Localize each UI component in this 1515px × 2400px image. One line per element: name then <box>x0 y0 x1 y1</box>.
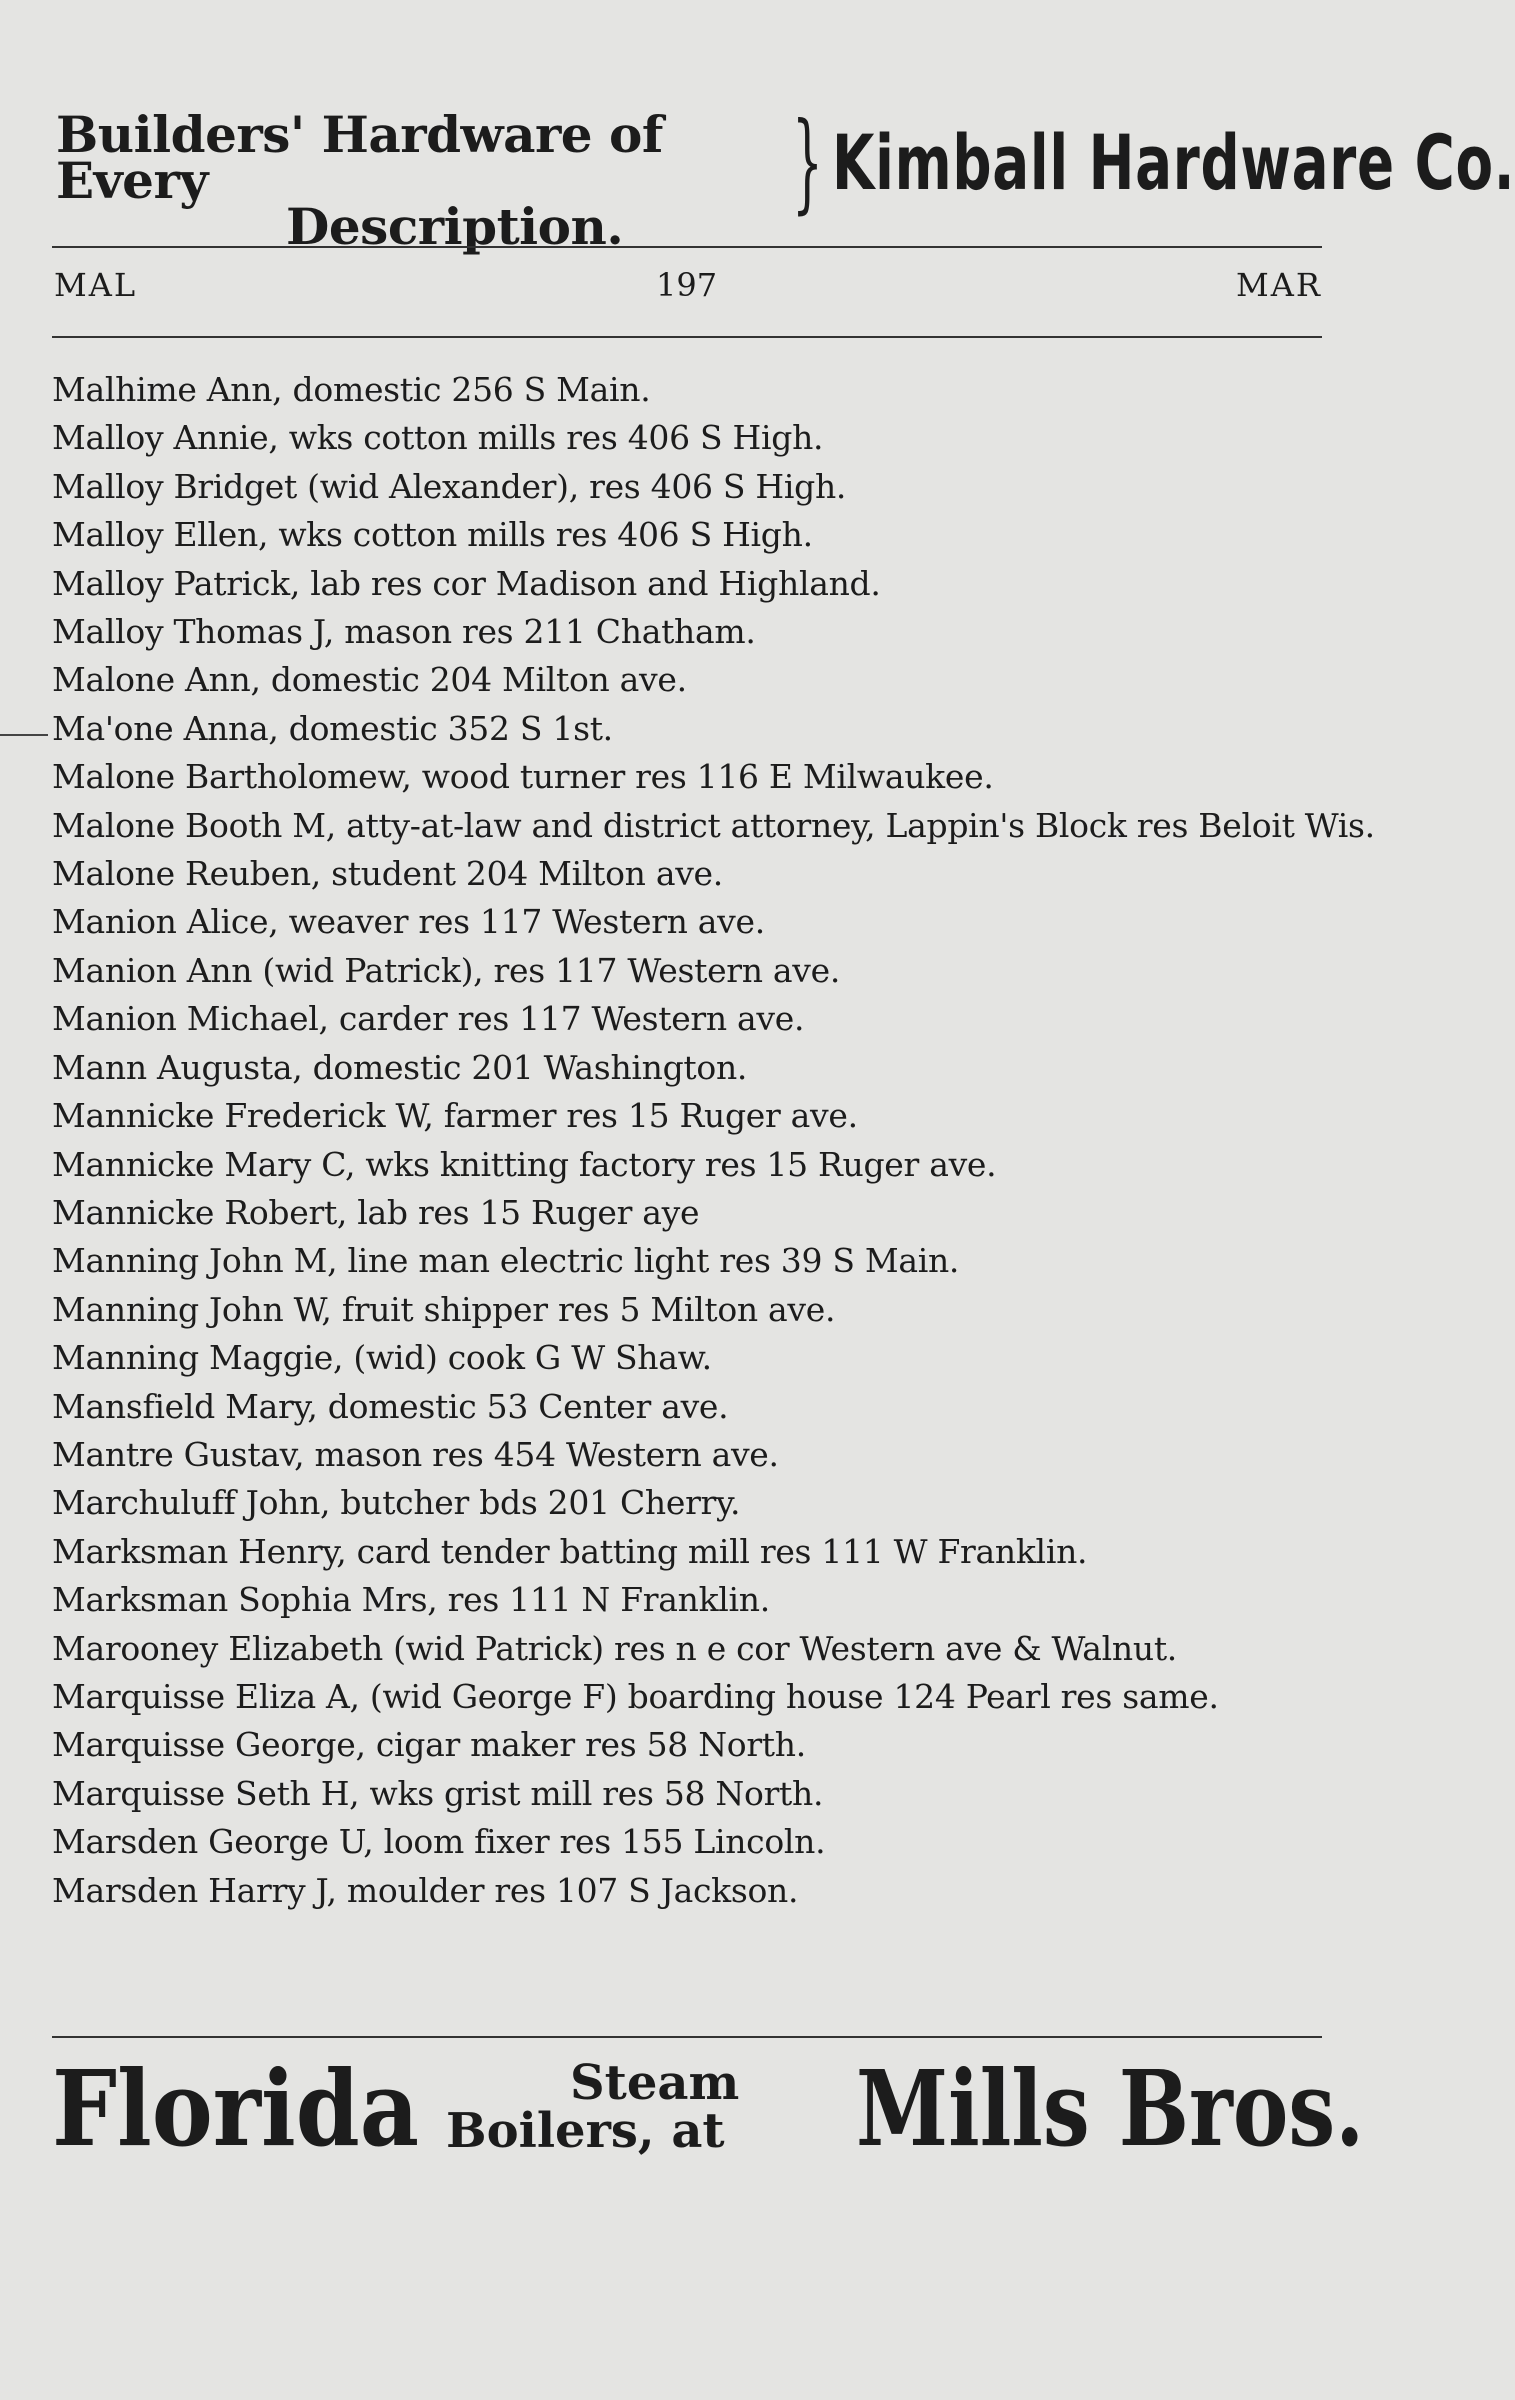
list-item: Marchuluff John, butcher bds 201 Cherry. <box>52 1483 741 1523</box>
list-item: Malone Bartholomew, wood turner res 116 E Milwaukee. <box>52 757 994 797</box>
list-item: Manning John M, line man electric light res 39 S Main. <box>52 1241 960 1281</box>
list-item: Malloy Bridget (wid Alexander), res 406 S High. <box>52 466 847 506</box>
list-item: Malloy Annie, wks cotton mills res 406 S High. <box>52 418 824 458</box>
footer-rule <box>52 2036 1322 2038</box>
list-item: Ma'one Anna, domestic 352 S 1st. <box>52 708 613 748</box>
header-top-rule <box>52 246 1322 248</box>
list-item: Marquisse Eliza A, (wid George F) boarding house 124 Pearl res same. <box>52 1676 1219 1716</box>
list-item: Mansfield Mary, domestic 53 Center ave. <box>52 1386 729 1426</box>
list-item: Mantre Gustav, mason res 454 Western ave. <box>52 1434 779 1474</box>
page-number: 197 <box>656 266 718 304</box>
list-item: Malhime Ann, domestic 256 S Main. <box>52 370 651 409</box>
running-header <box>52 262 1322 310</box>
list-item: Manning John W, fruit shipper res 5 Milton ave. <box>52 1289 836 1329</box>
list-item: Marooney Elizabeth (wid Patrick) res n e cor Western ave & Walnut. <box>52 1628 1177 1668</box>
ad-tagline-line2: Description. <box>286 197 624 256</box>
ad-steam-boilers <box>446 2055 826 2168</box>
ad-hardware-tagline <box>56 105 816 256</box>
bottom-advertisement <box>52 2047 1365 2182</box>
margin-mark <box>0 734 48 736</box>
list-item: Mann Augusta, domestic 201 Washington. <box>52 1047 748 1087</box>
header-right-guide: MAR <box>1236 266 1322 304</box>
ad-mills-bros: Mills Bros. <box>856 2047 1365 2170</box>
list-item: Mannicke Mary C, wks knitting factory res 15 Ruger ave. <box>52 1144 997 1184</box>
list-item: Manion Alice, weaver res 117 Western ave. <box>52 902 765 942</box>
list-item: Marsden George U, loom fixer res 155 Lincoln. <box>52 1822 826 1862</box>
ad-boilers-at: Boilers, at <box>446 2103 725 2159</box>
list-item: Marksman Sophia Mrs, res 111 N Franklin. <box>52 1580 770 1620</box>
list-item: Malone Booth M, atty-at-law and district attorney, Lappin's Block res Beloit Wis. <box>52 805 1375 845</box>
list-item: Manion Ann (wid Patrick), res 117 Western ave. <box>52 950 841 990</box>
directory-entries <box>52 366 1375 1915</box>
list-item: Malloy Ellen, wks cotton mills res 406 S High. <box>52 515 813 555</box>
ad-steam: Steam <box>570 2055 740 2111</box>
list-item: Malone Ann, domestic 204 Milton ave. <box>52 660 687 700</box>
header-bottom-rule <box>52 336 1322 338</box>
list-item: Marksman Henry, card tender batting mill res 111 W Franklin. <box>52 1531 1088 1571</box>
list-item: Marsden Harry J, moulder res 107 S Jackson. <box>52 1870 799 1910</box>
list-item: Manion Michael, carder res 117 Western ave. <box>52 999 805 1039</box>
list-item: Mannicke Frederick W, farmer res 15 Ruger ave. <box>52 1096 858 1136</box>
list-item: Marquisse George, cigar maker res 58 North. <box>52 1725 806 1765</box>
list-item: Manning Maggie, (wid) cook G W Shaw. <box>52 1338 712 1378</box>
list-item: Malloy Thomas J, mason res 211 Chatham. <box>52 612 756 652</box>
list-item: Malloy Patrick, lab res cor Madison and Highland. <box>52 563 881 603</box>
ad-tagline-line1: Builders' Hardware of Every <box>56 105 663 210</box>
list-item: Marquisse Seth H, wks grist mill res 58 North. <box>52 1773 824 1813</box>
list-item: Malone Reuben, student 204 Milton ave. <box>52 854 723 894</box>
top-advertisement <box>52 100 1515 256</box>
ad-company-name: Kimball Hardware Co. <box>832 118 1515 207</box>
list-item: Mannicke Robert, lab res 15 Ruger aye <box>52 1192 700 1232</box>
header-left-guide: MAL <box>54 266 138 304</box>
ad-brace: } <box>792 100 823 225</box>
ad-florida: Florida <box>52 2047 420 2170</box>
